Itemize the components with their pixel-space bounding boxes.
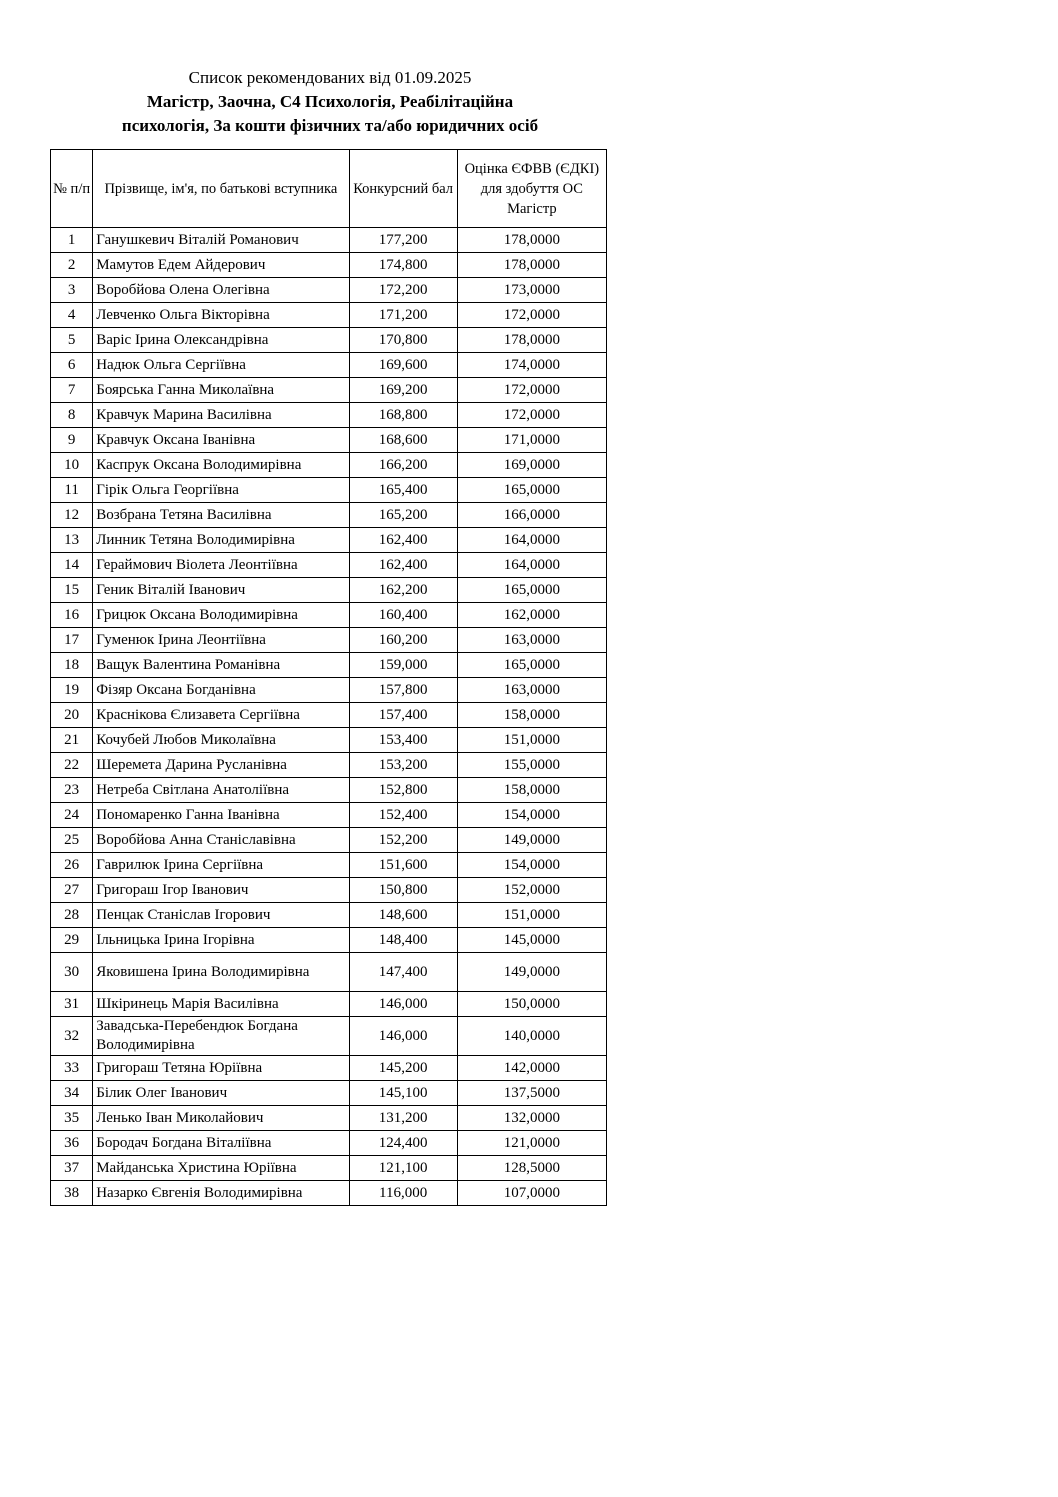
evaluation-score: 164,0000	[457, 528, 606, 553]
table-row	[51, 403, 607, 428]
table-row	[51, 703, 607, 728]
evaluation-score: 107,0000	[457, 1181, 606, 1206]
competitive-score: 145,100	[349, 1081, 457, 1106]
evaluation-score: 165,0000	[457, 578, 606, 603]
competitive-score: 168,600	[349, 428, 457, 453]
applicant-name: Возбрана Тетяна Василівна	[93, 503, 349, 528]
competitive-score: 157,800	[349, 678, 457, 703]
table-row	[51, 678, 607, 703]
column-header-name: Прізвище, ім'я, по батькові вступника	[93, 150, 349, 228]
applicant-name: Гераймович Віолета Леонтіївна	[93, 553, 349, 578]
competitive-score: 168,800	[349, 403, 457, 428]
evaluation-score: 165,0000	[457, 653, 606, 678]
applicant-name: Надюк Ольга Сергіївна	[93, 353, 349, 378]
row-number: 8	[51, 403, 93, 428]
row-number: 13	[51, 528, 93, 553]
table-body	[51, 228, 607, 1206]
evaluation-score: 155,0000	[457, 753, 606, 778]
applicant-name: Яковишена Ірина Володимирівна	[93, 953, 349, 992]
table-row	[51, 378, 607, 403]
evaluation-score: 142,0000	[457, 1056, 606, 1081]
table-row	[51, 753, 607, 778]
table-row	[51, 578, 607, 603]
applicant-name: Гуменюк Ірина Леонтіївна	[93, 628, 349, 653]
table-row	[51, 992, 607, 1017]
applicant-name: Варіс Ірина Олександрівна	[93, 328, 349, 353]
competitive-score: 150,800	[349, 878, 457, 903]
evaluation-score: 171,0000	[457, 428, 606, 453]
applicant-name: Завадська-Перебендюк Богдана Володимирівна	[93, 1017, 349, 1056]
row-number: 37	[51, 1156, 93, 1181]
column-header-score: Конкурсний бал	[349, 150, 457, 228]
competitive-score: 162,200	[349, 578, 457, 603]
evaluation-score: 172,0000	[457, 378, 606, 403]
competitive-score: 162,400	[349, 553, 457, 578]
evaluation-score: 165,0000	[457, 478, 606, 503]
row-number: 24	[51, 803, 93, 828]
table-row	[51, 353, 607, 378]
competitive-score: 148,400	[349, 928, 457, 953]
document-title	[40, 66, 620, 138]
competitive-score: 146,000	[349, 992, 457, 1017]
applicant-name: Каспрук Оксана Володимирівна	[93, 453, 349, 478]
competitive-score: 145,200	[349, 1056, 457, 1081]
applicant-name: Григораш Тетяна Юріївна	[93, 1056, 349, 1081]
competitive-score: 169,200	[349, 378, 457, 403]
table-row	[51, 303, 607, 328]
applicant-name: Кравчук Оксана Іванівна	[93, 428, 349, 453]
competitive-score: 147,400	[349, 953, 457, 992]
competitive-score: 160,200	[349, 628, 457, 653]
competitive-score: 152,800	[349, 778, 457, 803]
evaluation-score: 163,0000	[457, 628, 606, 653]
table-row	[51, 1181, 607, 1206]
competitive-score: 171,200	[349, 303, 457, 328]
evaluation-score: 174,0000	[457, 353, 606, 378]
row-number: 23	[51, 778, 93, 803]
competitive-score: 165,400	[349, 478, 457, 503]
title-line-3: психологія, За кошти фізичних та/або юридичних осіб	[121, 116, 539, 135]
row-number: 3	[51, 278, 93, 303]
evaluation-score: 149,0000	[457, 953, 606, 992]
row-number: 2	[51, 253, 93, 278]
evaluation-score: 166,0000	[457, 503, 606, 528]
evaluation-score: 162,0000	[457, 603, 606, 628]
title-line-2: Магістр, Заочна, C4 Психологія, Реабілітаційна	[146, 92, 514, 111]
evaluation-score: 154,0000	[457, 853, 606, 878]
table-row	[51, 1081, 607, 1106]
row-number: 36	[51, 1131, 93, 1156]
table-row	[51, 728, 607, 753]
competitive-score: 153,200	[349, 753, 457, 778]
row-number: 11	[51, 478, 93, 503]
table-row	[51, 328, 607, 353]
row-number: 14	[51, 553, 93, 578]
row-number: 34	[51, 1081, 93, 1106]
evaluation-score: 172,0000	[457, 403, 606, 428]
table-row	[51, 1056, 607, 1081]
competitive-score: 177,200	[349, 228, 457, 253]
row-number: 17	[51, 628, 93, 653]
evaluation-score: 178,0000	[457, 253, 606, 278]
evaluation-score: 140,0000	[457, 1017, 606, 1056]
evaluation-score: 173,0000	[457, 278, 606, 303]
evaluation-score: 154,0000	[457, 803, 606, 828]
table-row	[51, 953, 607, 992]
applicant-name: Кравчук Марина Василівна	[93, 403, 349, 428]
applicant-name: Грицюк Оксана Володимирівна	[93, 603, 349, 628]
competitive-score: 157,400	[349, 703, 457, 728]
table-row	[51, 453, 607, 478]
competitive-score: 169,600	[349, 353, 457, 378]
row-number: 25	[51, 828, 93, 853]
table-row	[51, 778, 607, 803]
competitive-score: 148,600	[349, 903, 457, 928]
applicant-name: Ващук Валентина Романівна	[93, 653, 349, 678]
row-number: 22	[51, 753, 93, 778]
row-number: 26	[51, 853, 93, 878]
applicant-name: Геник Віталій Іванович	[93, 578, 349, 603]
competitive-score: 159,000	[349, 653, 457, 678]
row-number: 30	[51, 953, 93, 992]
applicant-name: Нетреба Світлана Анатоліївна	[93, 778, 349, 803]
row-number: 19	[51, 678, 93, 703]
evaluation-score: 121,0000	[457, 1131, 606, 1156]
table-row	[51, 278, 607, 303]
applicant-name: Левченко Ольга Вікторівна	[93, 303, 349, 328]
applicant-name: Шеремета Дарина Русланівна	[93, 753, 349, 778]
evaluation-score: 137,5000	[457, 1081, 606, 1106]
competitive-score: 152,200	[349, 828, 457, 853]
row-number: 28	[51, 903, 93, 928]
competitive-score: 170,800	[349, 328, 457, 353]
competitive-score: 152,400	[349, 803, 457, 828]
table-row	[51, 628, 607, 653]
competitive-score: 166,200	[349, 453, 457, 478]
applicant-name: Боярська Ганна Миколаївна	[93, 378, 349, 403]
row-number: 32	[51, 1017, 93, 1056]
competitive-score: 131,200	[349, 1106, 457, 1131]
applicant-name: Григораш Ігор Іванович	[93, 878, 349, 903]
evaluation-score: 172,0000	[457, 303, 606, 328]
table-row	[51, 653, 607, 678]
row-number: 35	[51, 1106, 93, 1131]
table-row	[51, 903, 607, 928]
table-row	[51, 478, 607, 503]
table-row	[51, 878, 607, 903]
table-row	[51, 228, 607, 253]
evaluation-score: 178,0000	[457, 228, 606, 253]
row-number: 31	[51, 992, 93, 1017]
applicant-name: Краснікова Єлизавета Сергіївна	[93, 703, 349, 728]
evaluation-score: 169,0000	[457, 453, 606, 478]
evaluation-score: 149,0000	[457, 828, 606, 853]
row-number: 9	[51, 428, 93, 453]
column-header-eval: Оцінка ЄФВВ (ЄДКІ) для здобуття ОС Магістр	[457, 150, 606, 228]
evaluation-score: 128,5000	[457, 1156, 606, 1181]
table-row	[51, 828, 607, 853]
row-number: 16	[51, 603, 93, 628]
row-number: 1	[51, 228, 93, 253]
evaluation-score: 145,0000	[457, 928, 606, 953]
evaluation-score: 158,0000	[457, 778, 606, 803]
applicant-name: Гірік Ольга Георгіївна	[93, 478, 349, 503]
competitive-score: 162,400	[349, 528, 457, 553]
row-number: 6	[51, 353, 93, 378]
applicant-name: Назарко Євгенія Володимирівна	[93, 1181, 349, 1206]
table-row	[51, 603, 607, 628]
table-row	[51, 503, 607, 528]
applicant-name: Мамутов Едем Айдерович	[93, 253, 349, 278]
evaluation-score: 158,0000	[457, 703, 606, 728]
applicant-name: Білик Олег Іванович	[93, 1081, 349, 1106]
row-number: 29	[51, 928, 93, 953]
evaluation-score: 150,0000	[457, 992, 606, 1017]
table-row	[51, 1156, 607, 1181]
applicant-name: Пенцак Станіслав Ігорович	[93, 903, 349, 928]
competitive-score: 174,800	[349, 253, 457, 278]
table-row	[51, 253, 607, 278]
table-row	[51, 1106, 607, 1131]
evaluation-score: 152,0000	[457, 878, 606, 903]
applicant-name: Воробйова Олена Олегівна	[93, 278, 349, 303]
applicant-name: Кочубей Любов Миколаївна	[93, 728, 349, 753]
row-number: 12	[51, 503, 93, 528]
table-row	[51, 553, 607, 578]
competitive-score: 146,000	[349, 1017, 457, 1056]
applicant-name: Гаврилюк Ірина Сергіївна	[93, 853, 349, 878]
row-number: 38	[51, 1181, 93, 1206]
applicant-name: Шкіринець Марія Василівна	[93, 992, 349, 1017]
applicant-name: Фізяр Оксана Богданівна	[93, 678, 349, 703]
competitive-score: 121,100	[349, 1156, 457, 1181]
evaluation-score: 132,0000	[457, 1106, 606, 1131]
table-row	[51, 803, 607, 828]
evaluation-score: 178,0000	[457, 328, 606, 353]
applicant-name: Пономаренко Ганна Іванівна	[93, 803, 349, 828]
table-row	[51, 1131, 607, 1156]
applicant-name: Ільницька Ірина Ігорівна	[93, 928, 349, 953]
applicant-name: Бородач Богдана Віталіївна	[93, 1131, 349, 1156]
applicant-name: Ленько Іван Миколайович	[93, 1106, 349, 1131]
row-number: 33	[51, 1056, 93, 1081]
row-number: 20	[51, 703, 93, 728]
competitive-score: 172,200	[349, 278, 457, 303]
evaluation-score: 151,0000	[457, 903, 606, 928]
applicants-table	[50, 149, 607, 1206]
applicant-name: Линник Тетяна Володимирівна	[93, 528, 349, 553]
applicant-name: Ганушкевич Віталій Романович	[93, 228, 349, 253]
competitive-score: 160,400	[349, 603, 457, 628]
row-number: 18	[51, 653, 93, 678]
applicant-name: Воробйова Анна Станіславівна	[93, 828, 349, 853]
row-number: 4	[51, 303, 93, 328]
competitive-score: 153,400	[349, 728, 457, 753]
competitive-score: 116,000	[349, 1181, 457, 1206]
table-row	[51, 928, 607, 953]
table-row	[51, 528, 607, 553]
title-line-1: Список рекомендованих від 01.09.2025	[188, 68, 472, 87]
evaluation-score: 164,0000	[457, 553, 606, 578]
evaluation-score: 151,0000	[457, 728, 606, 753]
column-header-num: № п/п	[51, 150, 93, 228]
table-row	[51, 1017, 607, 1056]
applicant-name: Майданська Христина Юріївна	[93, 1156, 349, 1181]
evaluation-score: 163,0000	[457, 678, 606, 703]
row-number: 7	[51, 378, 93, 403]
row-number: 27	[51, 878, 93, 903]
competitive-score: 165,200	[349, 503, 457, 528]
table-row	[51, 853, 607, 878]
row-number: 15	[51, 578, 93, 603]
table-header-row	[51, 150, 607, 228]
table-row	[51, 428, 607, 453]
competitive-score: 124,400	[349, 1131, 457, 1156]
row-number: 10	[51, 453, 93, 478]
row-number: 21	[51, 728, 93, 753]
competitive-score: 151,600	[349, 853, 457, 878]
row-number: 5	[51, 328, 93, 353]
